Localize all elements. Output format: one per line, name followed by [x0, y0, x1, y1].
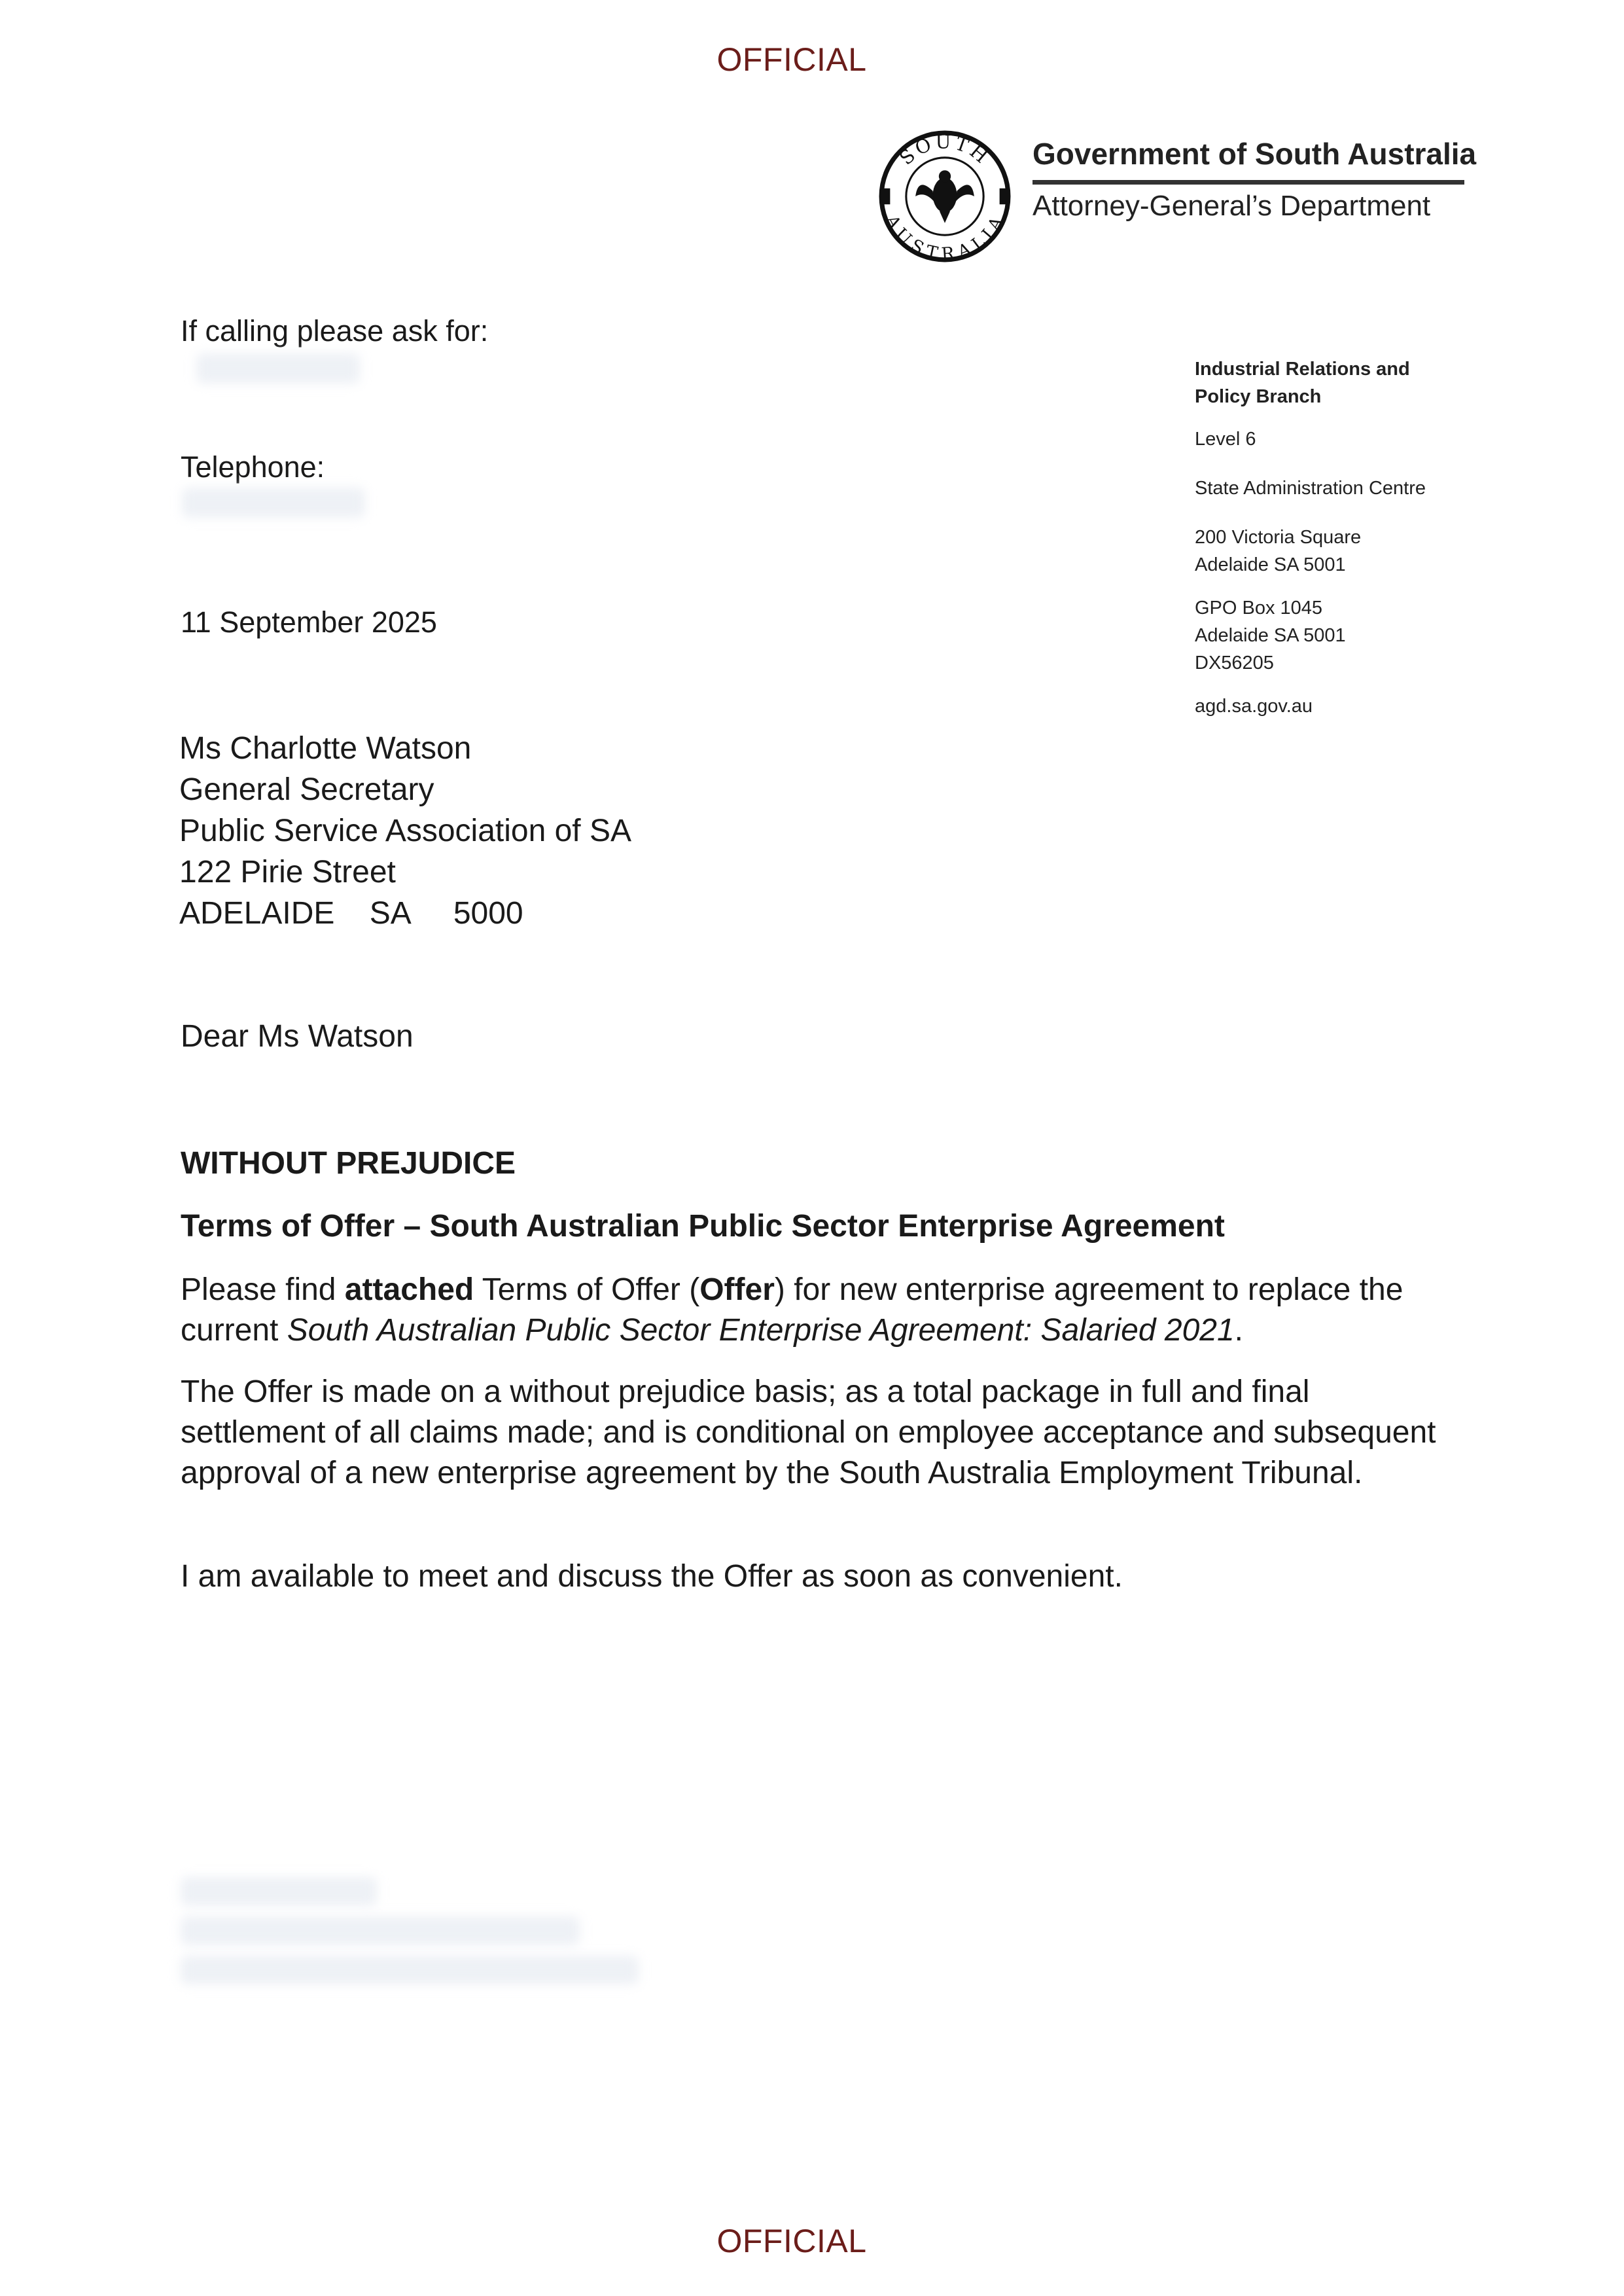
- redacted-signatory-department: [181, 1956, 639, 1984]
- recipient-organisation: Public Service Association of SA: [179, 814, 632, 848]
- p1-bold-offer: Offer: [699, 1272, 775, 1307]
- header-divider: [1033, 180, 1464, 185]
- gpo-city-line: Adelaide SA 5001: [1195, 625, 1346, 646]
- sender-website-link[interactable]: agd.sa.gov.au: [1195, 696, 1313, 717]
- gpo-line: GPO Box 1045: [1195, 598, 1323, 619]
- branch-line-2: Policy Branch: [1195, 386, 1322, 407]
- p1-text-3: ) for new enterprise agreement to replace the current: [181, 1272, 1403, 1348]
- body-paragraph-3: I am available to meet and discuss the Offer as soon as convenient.: [181, 1559, 1123, 1594]
- seal-text-top: SOUTH: [894, 130, 995, 170]
- recipient-title: General Secretary: [179, 772, 434, 807]
- sender-level: Level 6: [1195, 429, 1256, 450]
- dx-line: DX56205: [1195, 653, 1274, 673]
- redacted-telephone: [182, 488, 365, 518]
- branch-line-1: Industrial Relations and: [1195, 359, 1410, 380]
- department-name: Attorney-General’s Department: [1033, 190, 1431, 222]
- p1-text-2: Terms of Offer (: [474, 1272, 700, 1307]
- recipient-street: 122 Pirie Street: [179, 855, 396, 889]
- letter-date: 11 September 2025: [181, 605, 437, 639]
- body-paragraph-1: [181, 1270, 1437, 1351]
- street-line: 200 Victoria Square: [1195, 527, 1362, 548]
- recipient-postcode: 5000: [453, 896, 523, 931]
- recipient-city-line: [179, 893, 631, 934]
- recipient-name: Ms Charlotte Watson: [179, 731, 472, 766]
- recipient-city: ADELAIDE: [179, 896, 335, 931]
- salutation: Dear Ms Watson: [181, 1019, 414, 1054]
- redacted-contact-name: [196, 353, 360, 384]
- svg-text:SOUTH: [895, 130, 995, 169]
- redacted-signatory-title: [181, 1916, 580, 1945]
- redacted-signatory-name: [181, 1877, 377, 1906]
- recipient-state: SA: [369, 896, 410, 931]
- p1-bold-attached: attached: [344, 1272, 474, 1307]
- p1-text-1: Please find: [181, 1272, 345, 1307]
- sender-branch: [1195, 355, 1410, 410]
- state-badge-icon: [878, 130, 1012, 263]
- recipient-address: [179, 728, 631, 934]
- sender-centre: State Administration Centre: [1195, 478, 1426, 499]
- without-prejudice-heading: WITHOUT PREJUDICE: [181, 1146, 516, 1181]
- security-marking-top: OFFICIAL: [716, 41, 867, 78]
- calling-label: If calling please ask for:: [181, 314, 489, 348]
- seal-text-bottom: AUSTRALIA: [881, 211, 1009, 263]
- sender-street-address: [1195, 524, 1361, 579]
- sender-postal-address: [1195, 594, 1346, 677]
- p1-agreement-title: South Australian Public Sector Enterprise Agreement: Salaried 2021: [287, 1313, 1235, 1348]
- p1-text-4: .: [1234, 1313, 1243, 1348]
- subject-heading: Terms of Offer – South Australian Public Sector Enterprise Agreement: [181, 1209, 1225, 1244]
- org-name: Government of South Australia: [1033, 137, 1477, 171]
- telephone-label: Telephone:: [181, 450, 325, 484]
- body-paragraph-2: The Offer is made on a without prejudice basis; as a total package in full and final settlement of all claims made; and is conditional on employee acceptance and subsequent approval of a new enterprise agreement by the South Australia Employment Tribunal.: [181, 1374, 1436, 1490]
- security-marking-bottom: OFFICIAL: [716, 2223, 867, 2259]
- street-city-line: Adelaide SA 5001: [1195, 554, 1346, 575]
